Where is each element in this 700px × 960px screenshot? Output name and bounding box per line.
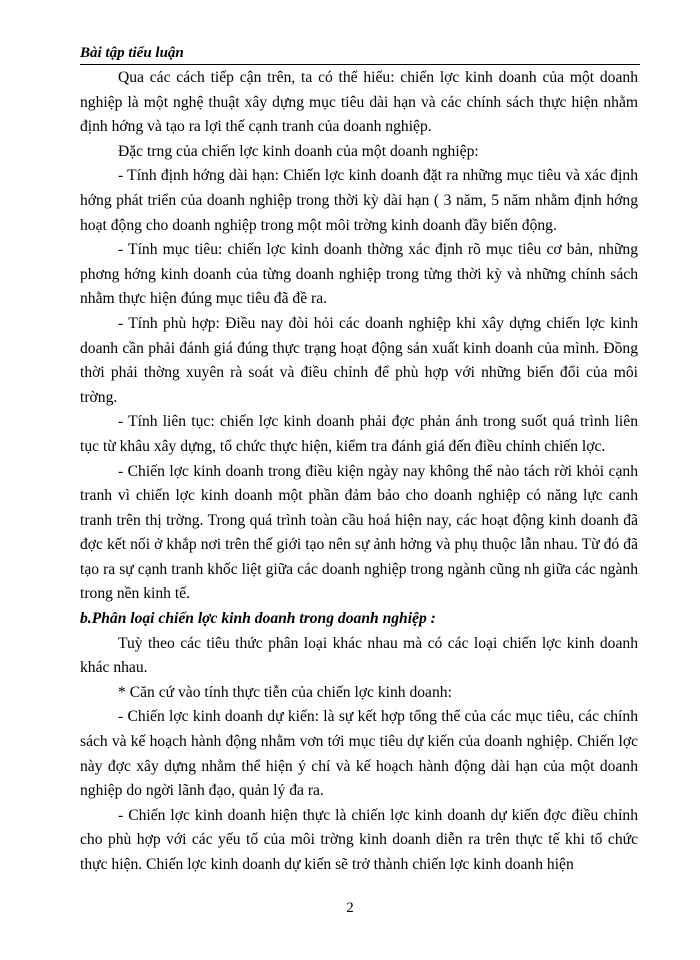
page-number: 2 xyxy=(346,900,354,916)
header-title: Bài tập tiểu luận xyxy=(80,45,184,61)
paragraph: - Chiến lợc kinh doanh hiện thực là chiến lợc kinh doanh dự kiến đợc điều chỉnh cho phù hợp với các yếu tố của môi trờng kinh doanh diễn ra trên thực tế khi tổ chức thực hiện. Chiến lợc kinh doanh dự kiến sẽ trở thành chiến lợc kinh doanh hiện xyxy=(80,806,638,873)
running-header xyxy=(80,44,640,65)
paragraph: - Tính liên tục: chiến lợc kinh doanh phải đợc phản ánh trong suốt quá trình liên tục từ khâu xây dựng, tổ chức thực hiện, kiểm tra đánh giá đến điều chỉnh chiến lợc. xyxy=(80,413,638,455)
section-heading: b.Phân loại chiến lợc kinh doanh trong doanh nghiệp : xyxy=(80,610,436,628)
paragraph: Đặc trng của chiến lợc kinh doanh của một doanh nghiệp: xyxy=(118,142,479,160)
paragraph: - Chiến lợc kinh doanh dự kiến: là sự kết hợp tổng thể của các mục tiêu, các chính sách và kế hoạch hành động nhằm vơn tới mục tiêu dự kiến của doanh nghiệp. Chiến lợc này đợc xây dựng nhằm thể hiện ý chí và kế hoạch hành động dài hạn của một doanh nghiệp do ngời lãnh đạo, quản lý đa ra. xyxy=(80,708,638,800)
paragraph: * Căn cứ vào tính thực tiễn của chiến lợc kinh doanh: xyxy=(118,683,452,701)
paragraph: - Chiến lợc kinh doanh trong điều kiện ngày nay không thể nào tách rời khỏi cạnh tranh vì chiến lợc kinh doanh một phần đảm bảo cho doanh nghiệp có năng lực canh tranh trên thị trờng. Trong quá trình toàn cầu hoá hiện nay, các hoạt động kinh doanh đã đợc kết nối ở khắp nơi trên thế giới tạo nên sự ảnh hởng và phụ thuộc lẫn nhau. Từ đó đã tạo ra sự cạnh tranh khốc liệt giữa các doanh nghiệp trong ngành cũng nh giữa các ngành trong nền kinh tế. xyxy=(80,462,638,603)
paragraph: - Tính mục tiêu: chiến lợc kinh doanh thờng xác định rõ mục tiêu cơ bản, những phơng hớng kinh doanh của từng doanh nghiệp trong từng thời kỳ và những chính sách nhằm thực hiện đúng mục tiêu đã đề ra. xyxy=(80,241,638,308)
paragraph: Tuỳ theo các tiêu thức phân loại khác nhau mà có các loại chiến lợc kinh doanh khác nhau. xyxy=(80,634,638,677)
paragraph: - Tính phù hợp: Điều nay đòi hỏi các doanh nghiệp khi xây dựng chiến lợc kinh doanh cần phải đánh giá đúng thực trạng hoạt động sản xuất kinh doanh của mình. Đồng thời phải thờng xuyên rà soát và điều chỉnh để phù hợp với những biến đổi của môi trờng. xyxy=(80,314,638,406)
document-body xyxy=(80,66,638,878)
paragraph: - Tính định hớng dài hạn: Chiến lợc kinh doanh đặt ra những mục tiêu và xác định hớng phát triển của doanh nghiệp trong thời kỳ dài hạn ( 3 năm, 5 năm nhằm định hớng hoạt động cho doanh nghiệp trong một môi trờng kinh doanh đầy biến động. xyxy=(80,167,638,234)
paragraph: Qua các cách tiếp cận trên, ta có thể hiểu: chiến lợc kinh doanh của một doanh nghiệp là một nghệ thuật xây dựng mục tiêu dài hạn và các chính sách thực hiện nhằm định hớng và tạo ra lợi thế cạnh tranh của doanh nghiệp. xyxy=(80,69,638,136)
